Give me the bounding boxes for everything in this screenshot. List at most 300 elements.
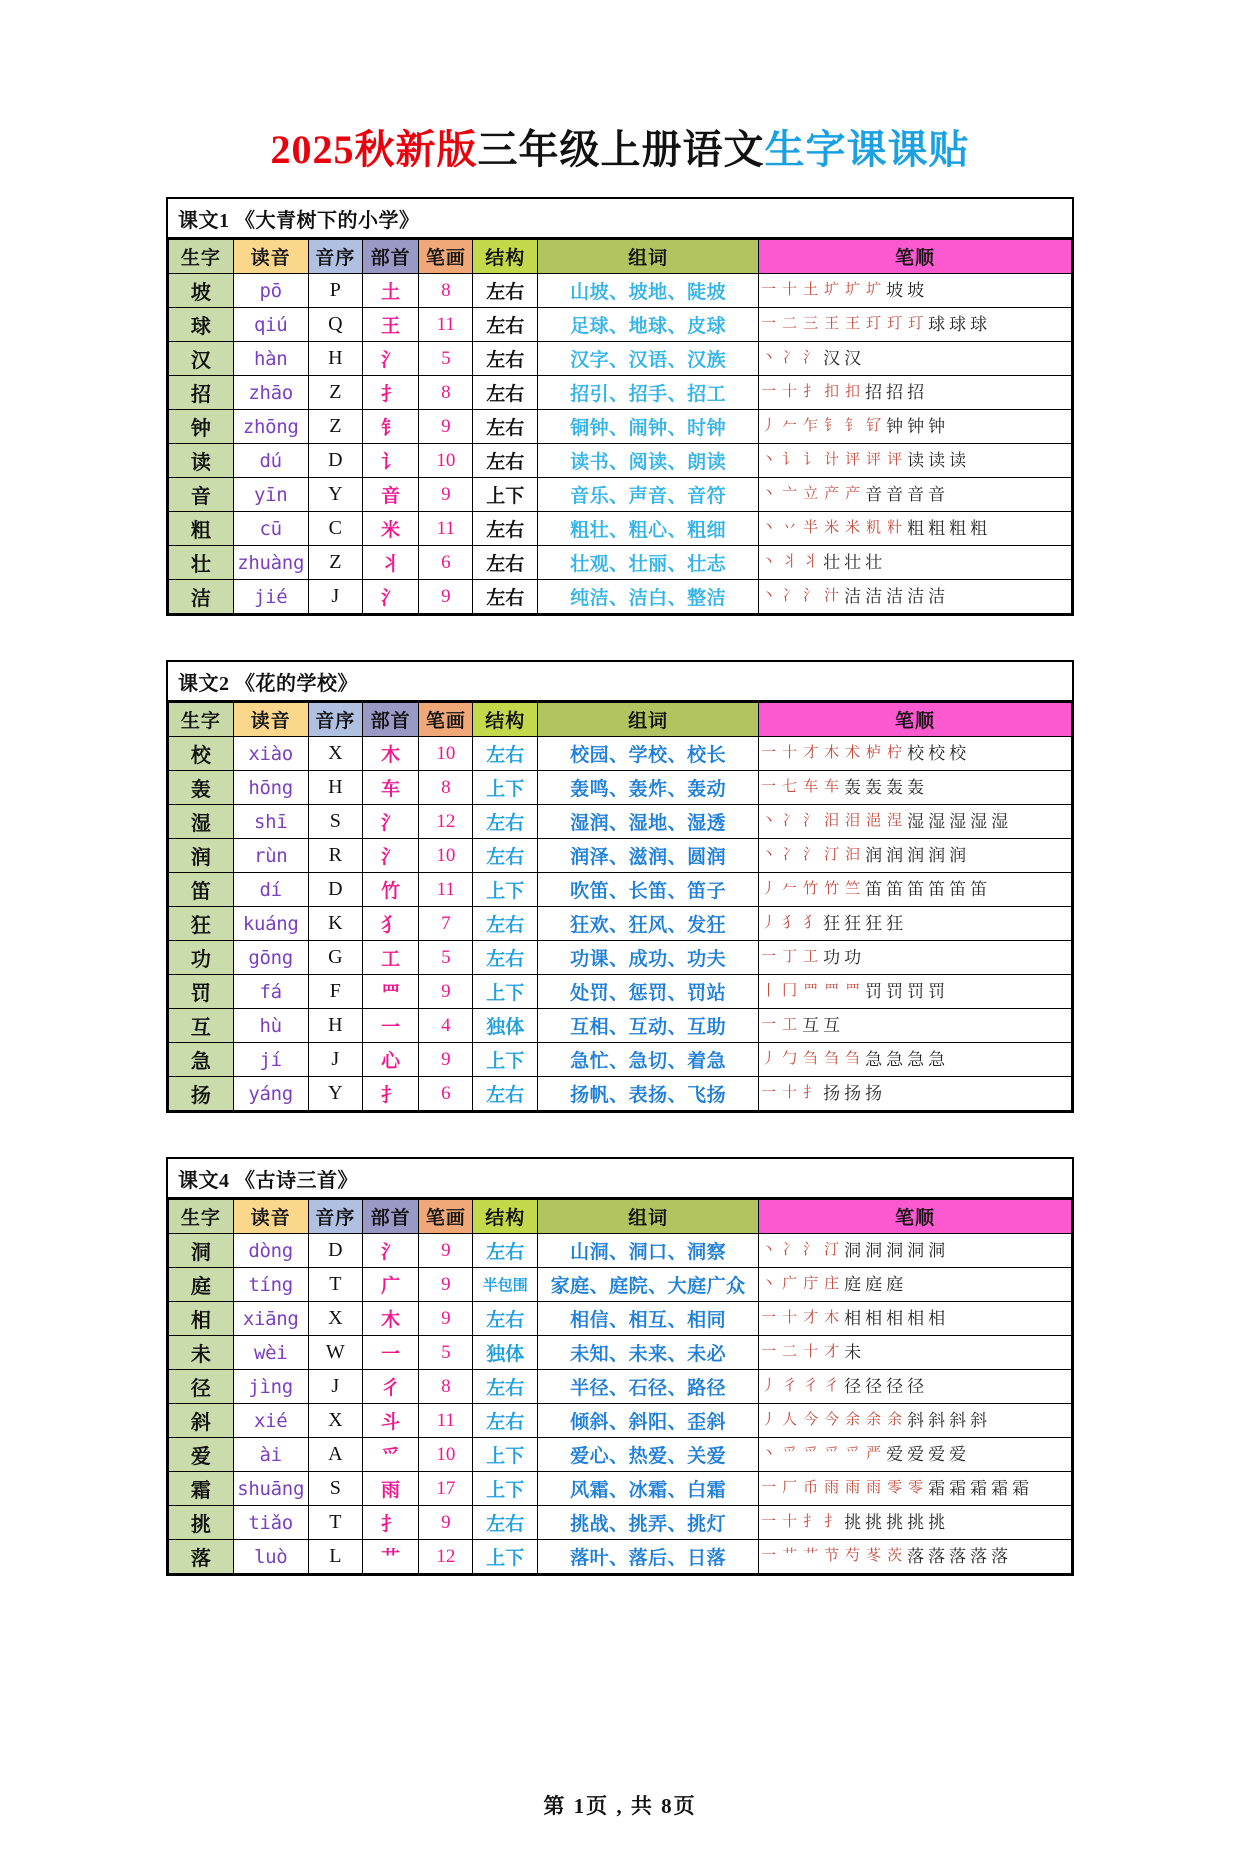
cell-initial: Z: [308, 410, 362, 444]
cell-stroke-order: [759, 805, 1072, 839]
stroke-sequence: [759, 1338, 1071, 1368]
stroke-glyph: 斜: [907, 1411, 925, 1430]
cell-character: 狂: [169, 907, 234, 941]
cell-radical: 广: [362, 1268, 418, 1302]
cell-radical: 钅: [362, 410, 418, 444]
cell-words: 处罚、惩罚、罚站: [538, 975, 759, 1009]
cell-pinyin: luò: [233, 1540, 308, 1574]
stroke-glyph: 二: [782, 316, 798, 332]
cell-initial: S: [308, 805, 362, 839]
stroke-glyph: 产: [824, 486, 840, 502]
stroke-glyph: 庁: [803, 1276, 819, 1292]
stroke-glyph: 扬: [865, 1084, 883, 1103]
column-header-radical: 部首: [362, 1200, 418, 1234]
cell-character: 庭: [169, 1268, 234, 1302]
stroke-glyph: 钅: [845, 418, 861, 434]
cell-initial: H: [308, 1009, 362, 1043]
stroke-glyph: 润: [949, 846, 967, 865]
stroke-sequence: [759, 276, 1071, 306]
stroke-glyph: 壮: [823, 553, 841, 572]
stroke-glyph: 一: [761, 745, 777, 761]
stroke-glyph: 苳: [866, 1548, 882, 1564]
stroke-glyph: 粗: [907, 519, 925, 538]
stroke-glyph: 术: [845, 745, 861, 761]
stroke-glyph: 余: [866, 1412, 882, 1428]
cell-stroke-count: 8: [419, 1370, 473, 1404]
stroke-sequence: [759, 909, 1071, 939]
stroke-glyph: 丶: [761, 1446, 777, 1462]
cell-character: 互: [169, 1009, 234, 1043]
stroke-glyph: 才: [824, 1344, 840, 1360]
cell-radical: 竹: [362, 873, 418, 907]
cell-stroke-order: [759, 1268, 1072, 1302]
stroke-glyph: 雨: [866, 1480, 882, 1496]
cell-words: 招引、招手、招工: [538, 376, 759, 410]
cell-structure: 左右: [473, 1370, 538, 1404]
cell-structure: 左右: [473, 546, 538, 580]
stroke-glyph: 彳: [824, 1378, 840, 1394]
table-row: [169, 308, 1072, 342]
stroke-glyph: 工: [782, 1017, 798, 1033]
stroke-glyph: 冫: [782, 847, 798, 863]
stroke-glyph: 轰: [865, 778, 883, 797]
stroke-glyph: 丶: [761, 1242, 777, 1258]
stroke-glyph: 罒: [824, 983, 840, 999]
stroke-glyph: 坡: [907, 281, 925, 300]
stroke-glyph: 润: [928, 846, 946, 865]
cell-structure: 左右: [473, 1506, 538, 1540]
stroke-glyph: 扬: [823, 1084, 841, 1103]
cell-initial: J: [308, 1043, 362, 1077]
stroke-glyph: 挑: [928, 1513, 946, 1532]
cell-character: 坡: [169, 274, 234, 308]
table-row: [169, 1043, 1072, 1077]
stroke-glyph: 爫: [803, 1446, 819, 1462]
stroke-glyph: 丨: [761, 983, 777, 999]
stroke-sequence: [759, 1508, 1071, 1538]
cell-structure: 左右: [473, 444, 538, 478]
stroke-glyph: 挑: [886, 1513, 904, 1532]
lesson-blocks: [0, 197, 1240, 1576]
stroke-glyph: 汁: [824, 588, 840, 604]
stroke-glyph: 音: [865, 485, 883, 504]
cell-initial: D: [308, 444, 362, 478]
stroke-glyph: 泪: [845, 813, 861, 829]
stroke-glyph: 汉: [844, 349, 862, 368]
cell-words: 湿润、湿地、湿透: [538, 805, 759, 839]
stroke-sequence: [759, 739, 1071, 769]
cell-structure: 上下: [473, 478, 538, 512]
cell-stroke-order: [759, 1077, 1072, 1111]
cell-radical: 艹: [362, 1540, 418, 1574]
cell-character: 径: [169, 1370, 234, 1404]
cell-stroke-count: 9: [419, 1302, 473, 1336]
stroke-glyph: 彳: [782, 1378, 798, 1394]
stroke-glyph: 玎: [866, 316, 882, 332]
cell-stroke-order: [759, 1009, 1072, 1043]
stroke-glyph: 轰: [907, 778, 925, 797]
stroke-glyph: 十: [782, 1514, 798, 1530]
cell-stroke-order: [759, 580, 1072, 614]
cell-initial: P: [308, 274, 362, 308]
cell-words: 功课、成功、功夫: [538, 941, 759, 975]
stroke-glyph: 落: [970, 1547, 988, 1566]
stroke-glyph: 相: [907, 1309, 925, 1328]
cell-radical: 斗: [362, 1404, 418, 1438]
cell-radical: 木: [362, 737, 418, 771]
cell-stroke-count: 17: [419, 1472, 473, 1506]
cell-structure: 上下: [473, 873, 538, 907]
stroke-glyph: 车: [824, 779, 840, 795]
cell-structure: 左右: [473, 805, 538, 839]
stroke-glyph: 氵: [803, 813, 819, 829]
column-header-pinyin: 读音: [233, 703, 308, 737]
stroke-glyph: 钅: [824, 418, 840, 434]
cell-structure: 左右: [473, 737, 538, 771]
stroke-glyph: 轰: [844, 778, 862, 797]
stroke-sequence: [759, 480, 1071, 510]
stroke-glyph: 读: [949, 451, 967, 470]
stroke-sequence: [759, 1045, 1071, 1075]
cell-structure: 上下: [473, 1438, 538, 1472]
stroke-glyph: 犭: [803, 915, 819, 931]
table-row: [169, 1302, 1072, 1336]
stroke-glyph: 籵: [887, 520, 903, 536]
cell-stroke-order: [759, 1540, 1072, 1574]
stroke-glyph: 冂: [782, 983, 798, 999]
stroke-glyph: 严: [866, 1446, 882, 1462]
cell-structure: 左右: [473, 839, 538, 873]
cell-words: 互相、互动、互助: [538, 1009, 759, 1043]
stroke-glyph: 扌: [803, 1085, 819, 1101]
stroke-glyph: 霜: [991, 1479, 1009, 1498]
stroke-glyph: 丬: [782, 554, 798, 570]
cell-radical: 氵: [362, 342, 418, 376]
cell-words: 未知、未来、未必: [538, 1336, 759, 1370]
column-header-char: 生字: [169, 703, 234, 737]
stroke-sequence: [759, 1440, 1071, 1470]
cell-initial: T: [308, 1268, 362, 1302]
stroke-glyph: 零: [887, 1480, 903, 1496]
cell-pinyin: wèi: [233, 1336, 308, 1370]
cell-initial: X: [308, 737, 362, 771]
stroke-sequence: [759, 378, 1071, 408]
stroke-glyph: 相: [928, 1309, 946, 1328]
table-row: [169, 839, 1072, 873]
stroke-glyph: 招: [907, 383, 925, 402]
stroke-glyph: 粗: [970, 519, 988, 538]
stroke-glyph: 霜: [949, 1479, 967, 1498]
stroke-glyph: 十: [782, 1085, 798, 1101]
stroke-sequence: [759, 446, 1071, 476]
cell-pinyin: zhuàng: [233, 546, 308, 580]
stroke-glyph: 刍: [824, 1051, 840, 1067]
stroke-glyph: 丶: [761, 520, 777, 536]
stroke-glyph: 相: [844, 1309, 862, 1328]
cell-stroke-count: 9: [419, 1506, 473, 1540]
cell-pinyin: yīn: [233, 478, 308, 512]
cell-words: 山洞、洞口、洞察: [538, 1234, 759, 1268]
cell-pinyin: cū: [233, 512, 308, 546]
table-row: [169, 941, 1072, 975]
cell-words: 风霜、冰霜、白霜: [538, 1472, 759, 1506]
stroke-glyph: 十: [782, 282, 798, 298]
stroke-glyph: 评: [887, 452, 903, 468]
title-segment-red: 2025秋新版: [270, 127, 478, 172]
stroke-glyph: 一: [761, 1480, 777, 1496]
cell-radical: 米: [362, 512, 418, 546]
stroke-glyph: 轰: [886, 778, 904, 797]
cell-stroke-count: 11: [419, 1404, 473, 1438]
cell-character: 相: [169, 1302, 234, 1336]
cell-character: 笛: [169, 873, 234, 907]
cell-pinyin: tiǎo: [233, 1506, 308, 1540]
cell-initial: D: [308, 1234, 362, 1268]
stroke-glyph: 今: [803, 1412, 819, 1428]
stroke-glyph: 冫: [782, 813, 798, 829]
cell-pinyin: yáng: [233, 1077, 308, 1111]
cell-stroke-order: [759, 1438, 1072, 1472]
stroke-glyph: 评: [866, 452, 882, 468]
stroke-glyph: 爱: [907, 1445, 925, 1464]
stroke-glyph: 王: [824, 316, 840, 332]
stroke-glyph: 斜: [949, 1411, 967, 1430]
cell-initial: W: [308, 1336, 362, 1370]
stroke-glyph: 互: [823, 1016, 841, 1035]
stroke-glyph: 丶: [761, 588, 777, 604]
cell-initial: T: [308, 1506, 362, 1540]
stroke-glyph: 庭: [865, 1275, 883, 1294]
table-row: [169, 444, 1072, 478]
stroke-glyph: 余: [845, 1412, 861, 1428]
cell-stroke-order: [759, 1472, 1072, 1506]
cell-words: 扬帆、表扬、飞扬: [538, 1077, 759, 1111]
stroke-glyph: 爫: [782, 1446, 798, 1462]
stroke-glyph: 今: [824, 1412, 840, 1428]
stroke-glyph: 十: [782, 384, 798, 400]
table-row: [169, 1009, 1072, 1043]
stroke-glyph: 斜: [970, 1411, 988, 1430]
cell-words: 音乐、声音、音符: [538, 478, 759, 512]
stroke-glyph: 汩: [845, 847, 861, 863]
table-row: [169, 410, 1072, 444]
cell-initial: C: [308, 512, 362, 546]
cell-words: 落叶、落后、日落: [538, 1540, 759, 1574]
stroke-glyph: 一: [761, 949, 777, 965]
stroke-glyph: 湿: [970, 812, 988, 831]
table-row: [169, 478, 1072, 512]
cell-stroke-order: [759, 376, 1072, 410]
stroke-glyph: 球: [949, 315, 967, 334]
stroke-glyph: 庭: [844, 1275, 862, 1294]
cell-stroke-count: 6: [419, 1077, 473, 1111]
cell-stroke-order: [759, 1506, 1072, 1540]
stroke-glyph: 洁: [907, 587, 925, 606]
cell-structure: 独体: [473, 1009, 538, 1043]
cell-radical: 氵: [362, 1234, 418, 1268]
column-header-radical: 部首: [362, 703, 418, 737]
cell-stroke-count: 9: [419, 1043, 473, 1077]
stroke-glyph: 汨: [824, 813, 840, 829]
stroke-glyph: 落: [949, 1547, 967, 1566]
stroke-glyph: 竹: [824, 881, 840, 897]
cell-stroke-order: [759, 478, 1072, 512]
stroke-glyph: 校: [928, 744, 946, 763]
cell-structure: 左右: [473, 1077, 538, 1111]
cell-stroke-count: 10: [419, 737, 473, 771]
stroke-glyph: 一: [761, 779, 777, 795]
cell-initial: Y: [308, 1077, 362, 1111]
stroke-sequence: [759, 1304, 1071, 1334]
cell-initial: Z: [308, 376, 362, 410]
stroke-glyph: 冫: [782, 1242, 798, 1258]
stroke-glyph: 球: [970, 315, 988, 334]
cell-words: 校园、学校、校长: [538, 737, 759, 771]
stroke-glyph: 罚: [865, 982, 883, 1001]
stroke-glyph: 芍: [845, 1548, 861, 1564]
stroke-glyph: 径: [886, 1377, 904, 1396]
stroke-glyph: 丬: [803, 554, 819, 570]
stroke-glyph: 急: [865, 1050, 883, 1069]
cell-stroke-order: [759, 546, 1072, 580]
cell-words: 轰鸣、轰炸、轰动: [538, 771, 759, 805]
stroke-sequence: [759, 807, 1071, 837]
stroke-glyph: 评: [845, 452, 861, 468]
cell-stroke-count: 9: [419, 580, 473, 614]
stroke-glyph: 一: [761, 1085, 777, 1101]
title-segment-blue: 生字课课贴: [764, 127, 970, 172]
stroke-glyph: 润: [865, 846, 883, 865]
stroke-glyph: 艹: [803, 1548, 819, 1564]
cell-character: 挑: [169, 1506, 234, 1540]
cell-initial: J: [308, 580, 362, 614]
stroke-glyph: 雨: [824, 1480, 840, 1496]
table-row: [169, 580, 1072, 614]
cell-stroke-count: 9: [419, 1268, 473, 1302]
cell-initial: A: [308, 1438, 362, 1472]
cell-structure: 半包围: [473, 1268, 538, 1302]
stroke-glyph: 丶: [761, 486, 777, 502]
column-header-initial: 音序: [308, 1200, 362, 1234]
cell-stroke-order: [759, 1404, 1072, 1438]
table-row: [169, 1506, 1072, 1540]
cell-pinyin: rùn: [233, 839, 308, 873]
cell-words: 吹笛、长笛、笛子: [538, 873, 759, 907]
table-row: [169, 1370, 1072, 1404]
stroke-glyph: 狂: [844, 914, 862, 933]
cell-stroke-count: 12: [419, 1540, 473, 1574]
stroke-sequence: [759, 310, 1071, 340]
stroke-glyph: 彳: [803, 1378, 819, 1394]
cell-pinyin: kuáng: [233, 907, 308, 941]
cell-radical: 彳: [362, 1370, 418, 1404]
stroke-glyph: 扌: [824, 1514, 840, 1530]
stroke-glyph: 笛: [949, 880, 967, 899]
stroke-glyph: 艹: [782, 1548, 798, 1564]
stroke-glyph: 扌: [803, 384, 819, 400]
stroke-glyph: 十: [782, 1310, 798, 1326]
column-header-strokes: 笔画: [419, 240, 473, 274]
stroke-glyph: 丿: [761, 1378, 777, 1394]
cell-stroke-count: 5: [419, 941, 473, 975]
cell-structure: 上下: [473, 771, 538, 805]
column-header-pinyin: 读音: [233, 1200, 308, 1234]
cell-character: 校: [169, 737, 234, 771]
stroke-glyph: 未: [844, 1343, 862, 1362]
stroke-glyph: 丶: [761, 1276, 777, 1292]
cell-stroke-order: [759, 410, 1072, 444]
column-header-initial: 音序: [308, 703, 362, 737]
stroke-glyph: 𠂉: [782, 418, 798, 434]
stroke-sequence: [759, 1542, 1071, 1572]
column-header-stroke_order: 笔顺: [759, 703, 1072, 737]
cell-pinyin: zhōng: [233, 410, 308, 444]
stroke-glyph: 扌: [803, 1514, 819, 1530]
stroke-glyph: 冫: [782, 350, 798, 366]
cell-initial: H: [308, 342, 362, 376]
stroke-sequence: [759, 1011, 1071, 1041]
column-header-pinyin: 读音: [233, 240, 308, 274]
stroke-glyph: 坡: [886, 281, 904, 300]
stroke-glyph: 功: [844, 948, 862, 967]
stroke-glyph: 𠂉: [782, 881, 798, 897]
cell-stroke-count: 10: [419, 1438, 473, 1472]
stroke-glyph: 十: [803, 1344, 819, 1360]
stroke-glyph: 湿: [991, 812, 1009, 831]
cell-radical: 氵: [362, 580, 418, 614]
stroke-glyph: 产: [845, 486, 861, 502]
cell-radical: 扌: [362, 376, 418, 410]
stroke-glyph: 落: [907, 1547, 925, 1566]
cell-words: 相信、相互、相同: [538, 1302, 759, 1336]
table-row: [169, 975, 1072, 1009]
stroke-glyph: 刍: [803, 1051, 819, 1067]
cell-radical: 扌: [362, 1077, 418, 1111]
cell-structure: 左右: [473, 512, 538, 546]
stroke-glyph: 丁: [782, 949, 798, 965]
stroke-glyph: 爫: [824, 1446, 840, 1462]
stroke-glyph: 校: [949, 744, 967, 763]
table-row: [169, 737, 1072, 771]
table-row: [169, 771, 1072, 805]
cell-character: 罚: [169, 975, 234, 1009]
stroke-sequence: [759, 943, 1071, 973]
cell-stroke-count: 7: [419, 907, 473, 941]
cell-stroke-order: [759, 1302, 1072, 1336]
stroke-glyph: 洁: [865, 587, 883, 606]
table-row: [169, 342, 1072, 376]
stroke-glyph: 罚: [907, 982, 925, 1001]
stroke-glyph: 汀: [824, 1242, 840, 1258]
cell-stroke-count: 11: [419, 308, 473, 342]
cell-pinyin: jìng: [233, 1370, 308, 1404]
stroke-glyph: 洁: [886, 587, 904, 606]
stroke-glyph: 湿: [949, 812, 967, 831]
cell-character: 球: [169, 308, 234, 342]
stroke-sequence: [759, 1236, 1071, 1266]
cell-structure: 上下: [473, 1472, 538, 1506]
stroke-glyph: 一: [761, 1548, 777, 1564]
column-header-strokes: 笔画: [419, 1200, 473, 1234]
cell-character: 轰: [169, 771, 234, 805]
stroke-sequence: [759, 773, 1071, 803]
stroke-glyph: 冫: [782, 588, 798, 604]
stroke-glyph: 王: [845, 316, 861, 332]
stroke-glyph: 车: [803, 779, 819, 795]
stroke-glyph: 氵: [803, 350, 819, 366]
page-title: [0, 118, 1240, 175]
cell-stroke-count: 12: [419, 805, 473, 839]
